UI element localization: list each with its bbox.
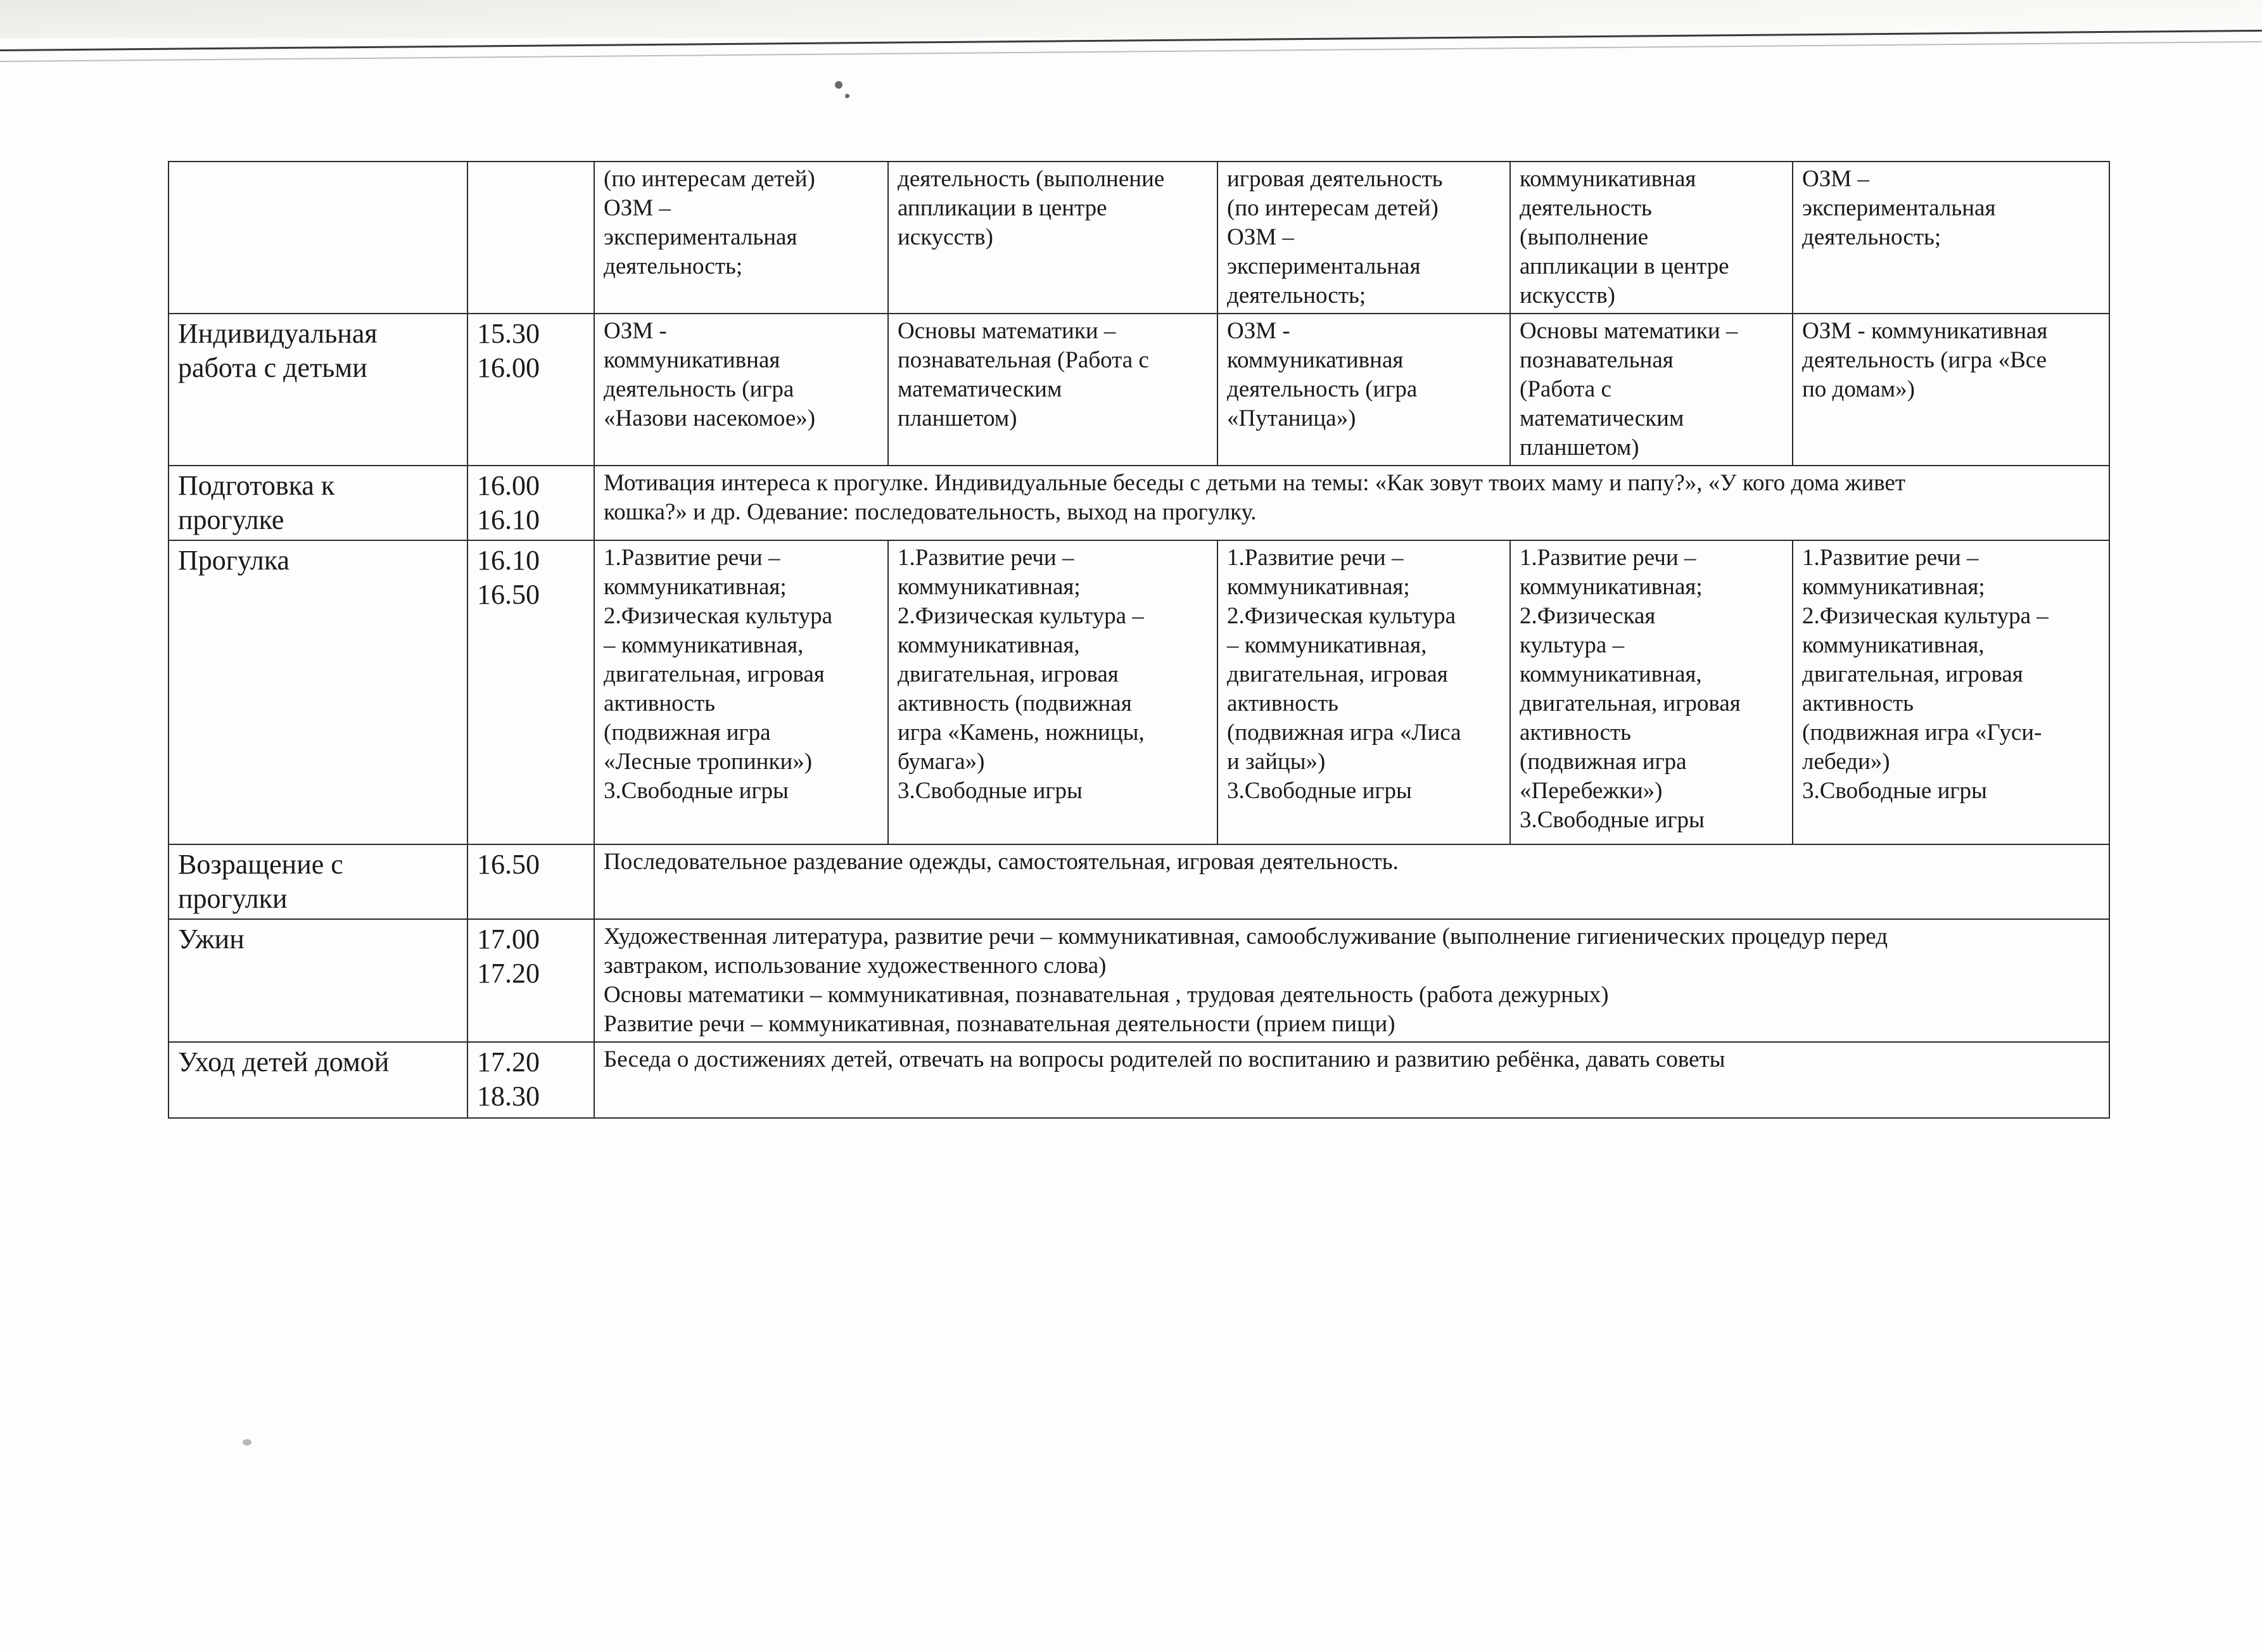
scan-speck	[845, 94, 849, 98]
time-cell	[467, 162, 594, 314]
day-cell: ОЗМ - коммуникативная деятельность (игра «Путаница»)	[1217, 314, 1510, 466]
table-row	[168, 844, 2109, 919]
time-cell: 16.00 16.10	[467, 466, 594, 540]
activity-label: Ужин	[168, 919, 467, 1042]
time-cell: 16.50	[467, 844, 594, 919]
activity-description: Художественная литература, развитие речи – коммуникативная, самообслуживание (выполнение гигиенических процедур перед завтраком, использование художественного слова) Основы математики – коммуникативная, познавательная , трудовая деятельность (работа дежурных) Развитие речи – коммуникативная, познавательная деятельности (прием пищи)	[594, 919, 2109, 1042]
table-row	[168, 1042, 2109, 1118]
activity-label: Подготовка к прогулке	[168, 466, 467, 540]
day-cell: деятельность (выполнение аппликации в центре искусств)	[888, 162, 1217, 314]
activity-description: Последовательное раздевание одежды, самостоятельная, игровая деятельность.	[594, 844, 2109, 919]
table-row	[168, 466, 2109, 540]
table-row	[168, 919, 2109, 1042]
day-cell: коммуникативная деятельность (выполнение аппликации в центре искусств)	[1510, 162, 1793, 314]
time-cell: 16.10 16.50	[467, 540, 594, 844]
day-cell: игровая деятельность (по интересам детей) ОЗМ – экспериментальная деятельность;	[1217, 162, 1510, 314]
day-cell: ОЗМ - коммуникативная деятельность (игра «Все по домам»)	[1793, 314, 2109, 466]
scan-speck	[835, 81, 842, 89]
activity-label: Прогулка	[168, 540, 467, 844]
day-cell: 1.Развитие речи – коммуникативная; 2.Физическая культура – коммуникативная, двигательная, игровая активность (подвижная игра «Лесные тропинки») 3.Свободные игры	[594, 540, 888, 844]
day-cell: Основы математики – познавательная (Работа с математическим планшетом)	[888, 314, 1217, 466]
time-cell: 15.30 16.00	[467, 314, 594, 466]
time-cell: 17.20 18.30	[467, 1042, 594, 1118]
scan-border-line-faint	[0, 41, 2262, 62]
day-cell: 1.Развитие речи – коммуникативная; 2.Физическая культура – коммуникативная, двигательная, игровая активность (подвижная игра «Перебежки») 3.Свободные игры	[1510, 540, 1793, 844]
activity-label	[168, 162, 467, 314]
activity-label: Возращение с прогулки	[168, 844, 467, 919]
day-cell: 1.Развитие речи – коммуникативная; 2.Физическая культура – коммуникативная, двигательная, игровая активность (подвижная игра «Лиса и зайцы») 3.Свободные игры	[1217, 540, 1510, 844]
scan-speck	[243, 1439, 251, 1446]
activity-label: Индивидуальная работа с детьми	[168, 314, 467, 466]
day-cell: ОЗМ – экспериментальная деятельность;	[1793, 162, 2109, 314]
day-cell: 1.Развитие речи – коммуникативная; 2.Физическая культура – коммуникативная, двигательная, игровая активность (подвижная игра «Камень, ножницы, бумага») 3.Свободные игры	[888, 540, 1217, 844]
activity-description: Мотивация интереса к прогулке. Индивидуальные беседы с детьми на темы: «Как зовут твоих маму и папу?», «У кого дома живет кошка?» и др. Одевание: последовательность, выход на прогулку.	[594, 466, 2109, 540]
day-cell: 1.Развитие речи – коммуникативная; 2.Физическая культура – коммуникативная, двигательная, игровая активность (подвижная игра «Гуси- лебеди») 3.Свободные игры	[1793, 540, 2109, 844]
table-row	[168, 314, 2109, 466]
table-row	[168, 162, 2109, 314]
time-cell: 17.00 17.20	[467, 919, 594, 1042]
day-cell: Основы математики – познавательная (Работа с математическим планшетом)	[1510, 314, 1793, 466]
day-cell: (по интересам детей) ОЗМ – экспериментальная деятельность;	[594, 162, 888, 314]
activity-description: Беседа о достижениях детей, отвечать на вопросы родителей по воспитанию и развитию ребёнка, давать советы	[594, 1042, 2109, 1118]
schedule-table	[168, 161, 2110, 1119]
activity-label: Уход детей домой	[168, 1042, 467, 1118]
table-row	[168, 540, 2109, 844]
day-cell: ОЗМ - коммуникативная деятельность (игра «Назови насекомое»)	[594, 314, 888, 466]
